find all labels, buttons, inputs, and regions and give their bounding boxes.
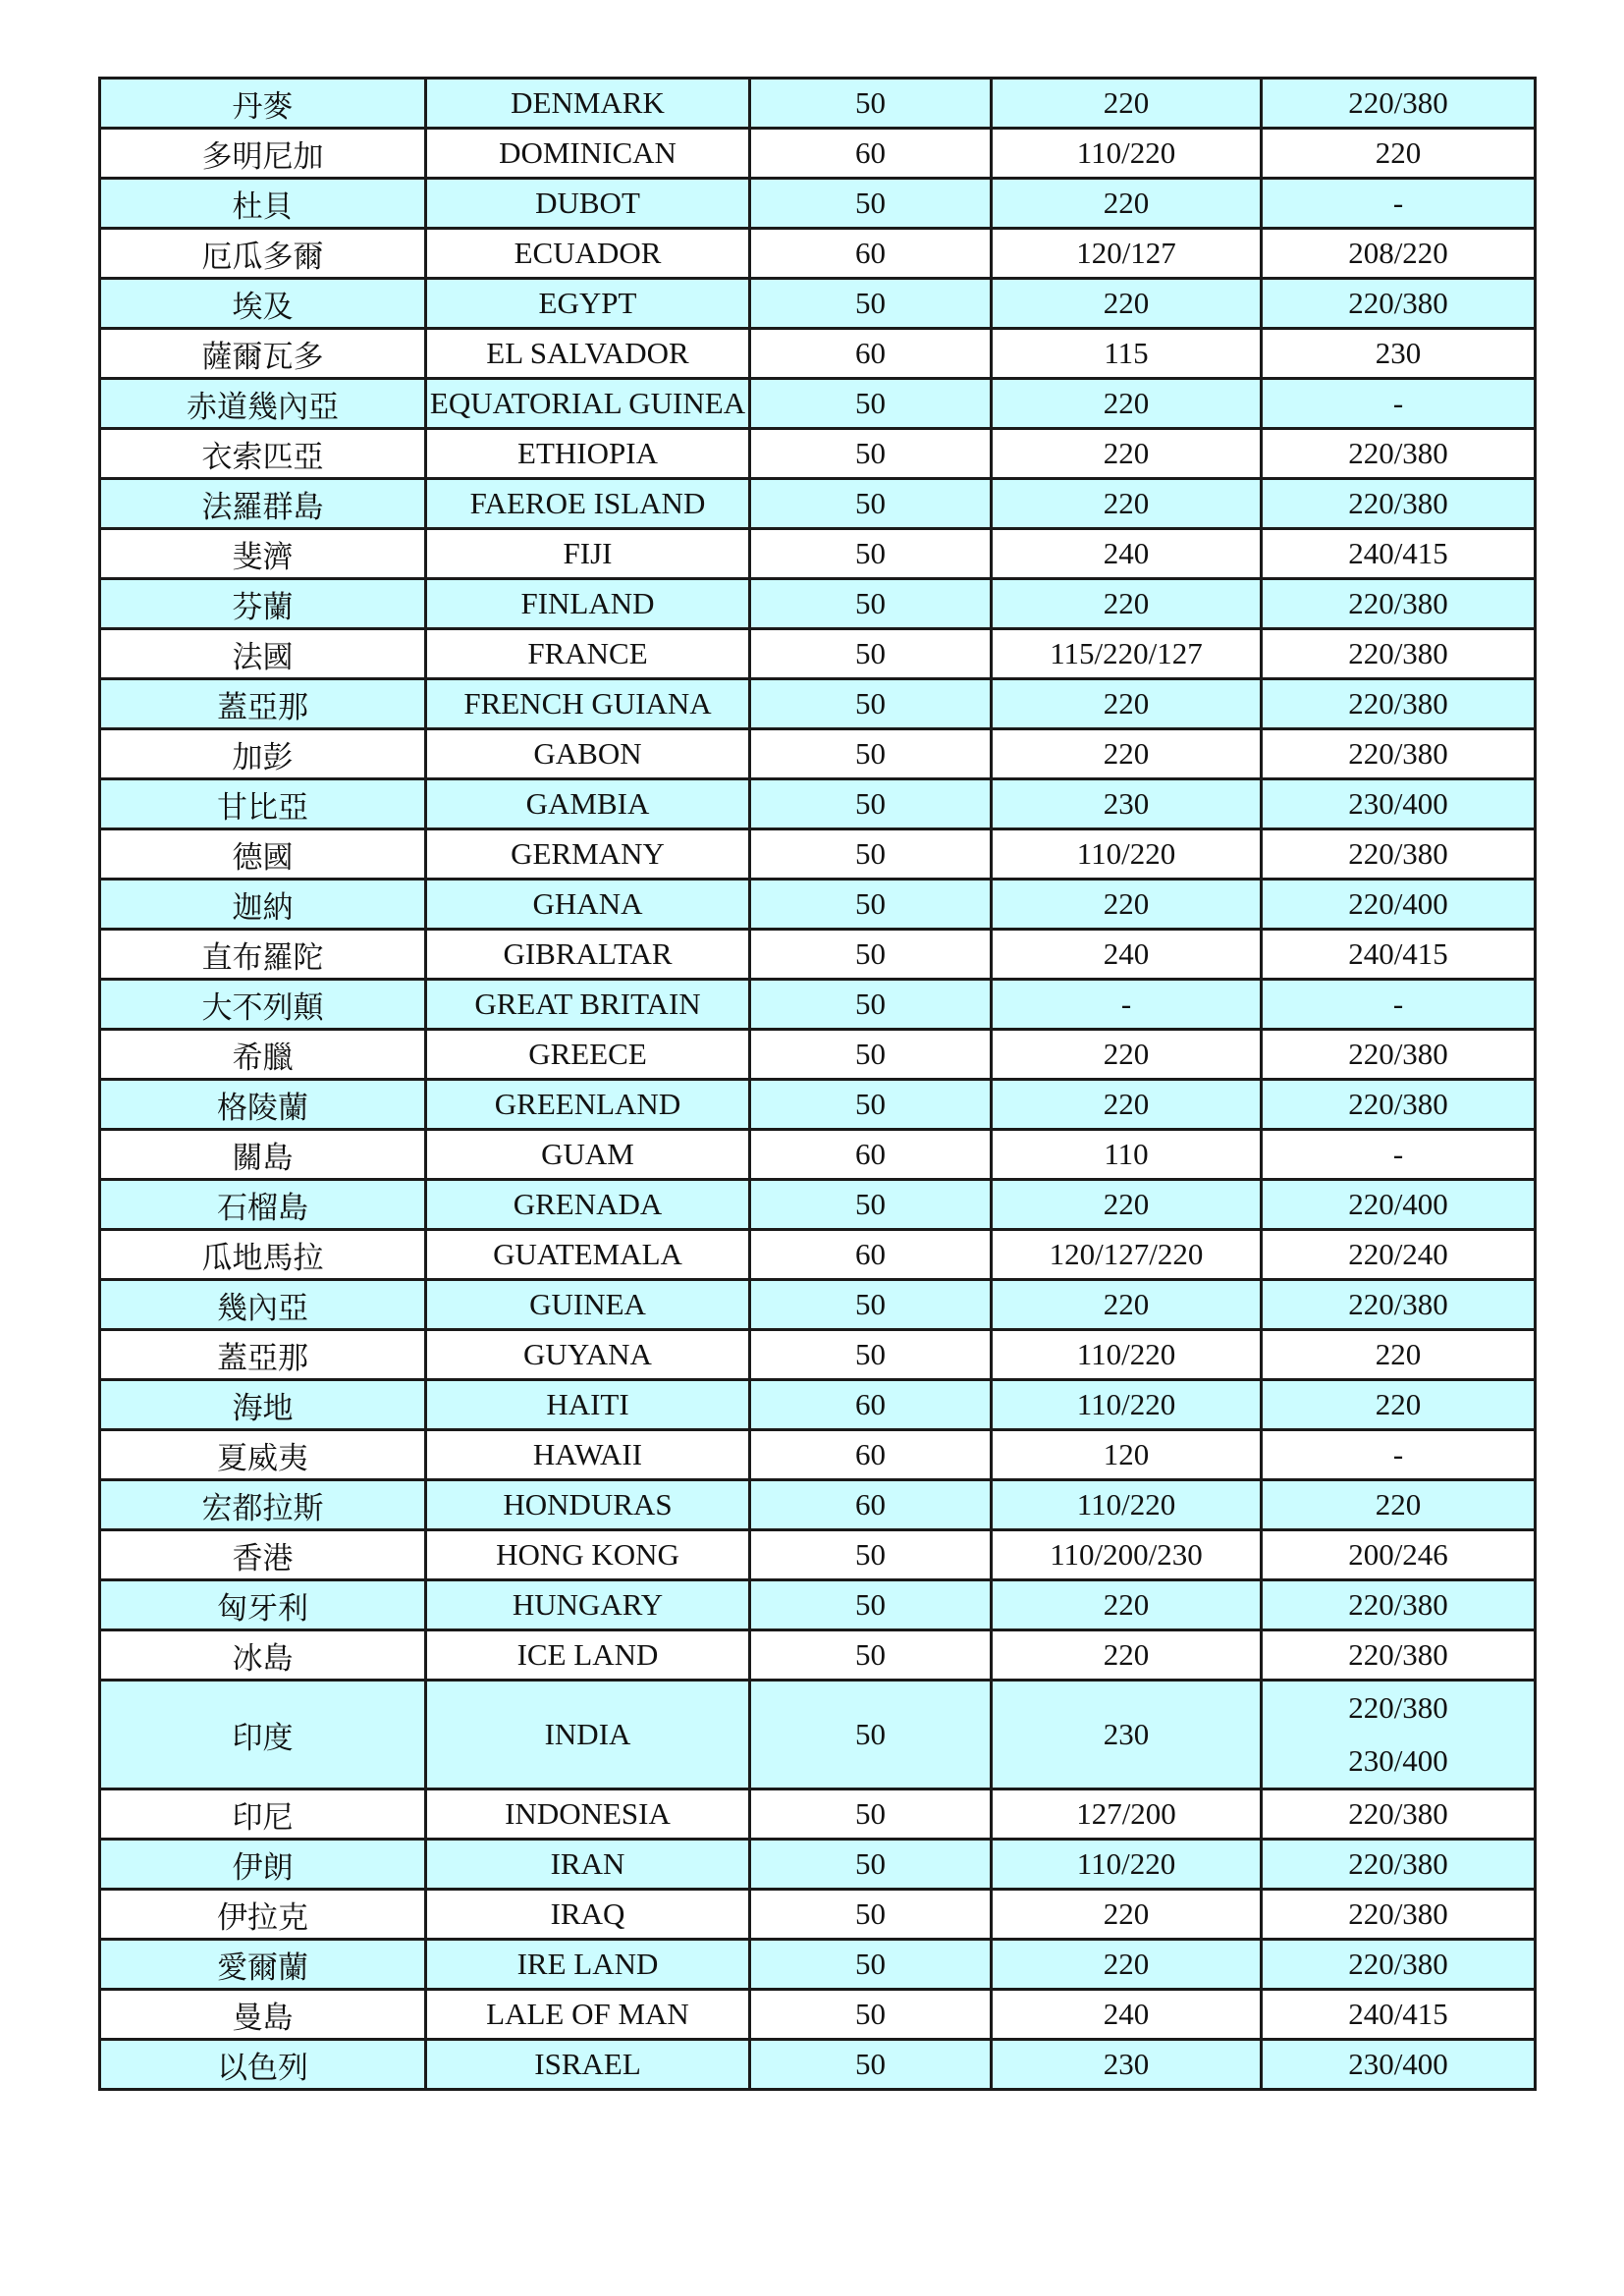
cell-voltage-1: 220 xyxy=(992,729,1262,779)
cell-country-chinese: 赤道幾內亞 xyxy=(100,379,426,429)
cell-voltage-1: 220 xyxy=(992,1580,1262,1630)
cell-frequency: 50 xyxy=(750,779,992,829)
voltage-2-value: 230/400 xyxy=(1348,786,1448,821)
cell-voltage-2 xyxy=(1262,1480,1536,1530)
voltage-2-value: - xyxy=(1392,1437,1404,1471)
cell-country-chinese: 埃及 xyxy=(100,279,426,329)
voltage-2-value: 220/380 xyxy=(1348,486,1448,520)
cell-country-chinese: 希臘 xyxy=(100,1030,426,1080)
cell-country-chinese: 印度 xyxy=(100,1681,426,1789)
cell-voltage-2 xyxy=(1262,179,1536,229)
cell-country-chinese: 愛爾蘭 xyxy=(100,1940,426,1990)
voltage-2-value: 220/400 xyxy=(1348,886,1448,921)
cell-voltage-1: 220 xyxy=(992,379,1262,429)
cell-country-chinese: 厄瓜多爾 xyxy=(100,229,426,279)
cell-voltage-2 xyxy=(1262,1180,1536,1230)
table-row xyxy=(100,1180,1536,1230)
cell-frequency: 50 xyxy=(750,1080,992,1130)
cell-voltage-2 xyxy=(1262,1280,1536,1330)
cell-voltage-1: 220 xyxy=(992,880,1262,930)
cell-voltage-1: 230 xyxy=(992,2040,1262,2090)
table-row xyxy=(100,1480,1536,1530)
cell-voltage-1: 120 xyxy=(992,1430,1262,1480)
cell-voltage-1: - xyxy=(992,980,1262,1030)
cell-country-english: EL SALVADOR xyxy=(426,329,750,379)
cell-country-english: INDIA xyxy=(426,1681,750,1789)
cell-voltage-2 xyxy=(1262,1890,1536,1940)
voltage-2-value: 230 xyxy=(1375,336,1422,370)
table-row xyxy=(100,880,1536,930)
cell-country-english: GIBRALTAR xyxy=(426,930,750,980)
cell-country-english: DENMARK xyxy=(426,79,750,129)
cell-country-chinese: 杜貝 xyxy=(100,179,426,229)
cell-country-english: ICE LAND xyxy=(426,1630,750,1681)
cell-country-english: HUNGARY xyxy=(426,1580,750,1630)
cell-voltage-2 xyxy=(1262,529,1536,579)
cell-country-chinese: 海地 xyxy=(100,1380,426,1430)
table-row xyxy=(100,1030,1536,1080)
cell-frequency: 60 xyxy=(750,1480,992,1530)
table-row xyxy=(100,1080,1536,1130)
cell-country-english: HAWAII xyxy=(426,1430,750,1480)
cell-voltage-1: 110/220 xyxy=(992,1380,1262,1430)
voltage-2-value: 220/380 xyxy=(1348,1846,1448,1881)
cell-voltage-1: 220 xyxy=(992,1940,1262,1990)
cell-country-chinese: 宏都拉斯 xyxy=(100,1480,426,1530)
cell-country-chinese: 關島 xyxy=(100,1130,426,1180)
table-row xyxy=(100,229,1536,279)
cell-frequency: 50 xyxy=(750,930,992,980)
cell-country-english: ISRAEL xyxy=(426,2040,750,2090)
cell-voltage-1: 110 xyxy=(992,1130,1262,1180)
cell-voltage-2 xyxy=(1262,79,1536,129)
voltage-2-value: 220/380 xyxy=(1348,736,1448,771)
cell-voltage-1: 115/220/127 xyxy=(992,629,1262,679)
cell-country-english: GRENADA xyxy=(426,1180,750,1230)
cell-frequency: 60 xyxy=(750,229,992,279)
voltage-2-value: 220 xyxy=(1375,1487,1422,1522)
cell-frequency: 50 xyxy=(750,1940,992,1990)
cell-country-chinese: 薩爾瓦多 xyxy=(100,329,426,379)
cell-voltage-1: 127/200 xyxy=(992,1789,1262,1840)
table-row xyxy=(100,529,1536,579)
cell-country-english: GUYANA xyxy=(426,1330,750,1380)
cell-country-english: HONG KONG xyxy=(426,1530,750,1580)
cell-voltage-2 xyxy=(1262,1080,1536,1130)
country-voltage-table xyxy=(98,77,1537,2091)
cell-country-chinese: 伊拉克 xyxy=(100,1890,426,1940)
cell-voltage-1: 220 xyxy=(992,1630,1262,1681)
cell-frequency: 60 xyxy=(750,1380,992,1430)
cell-country-chinese: 甘比亞 xyxy=(100,779,426,829)
cell-voltage-2 xyxy=(1262,1530,1536,1580)
cell-voltage-2 xyxy=(1262,1030,1536,1080)
cell-voltage-1: 240 xyxy=(992,930,1262,980)
table-row xyxy=(100,1530,1536,1580)
voltage-2-value: 220/380 xyxy=(1348,1796,1448,1831)
cell-frequency: 50 xyxy=(750,1530,992,1580)
cell-voltage-1: 220 xyxy=(992,679,1262,729)
cell-frequency: 60 xyxy=(750,1230,992,1280)
voltage-2-value: 240/415 xyxy=(1348,1997,1448,2031)
cell-frequency: 60 xyxy=(750,1130,992,1180)
table-row xyxy=(100,1681,1536,1789)
cell-country-chinese: 以色列 xyxy=(100,2040,426,2090)
cell-country-english: GREECE xyxy=(426,1030,750,1080)
voltage-2-value: 220/380 xyxy=(1348,1287,1448,1321)
cell-voltage-1: 240 xyxy=(992,529,1262,579)
cell-voltage-1: 120/127/220 xyxy=(992,1230,1262,1280)
cell-country-english: IRAN xyxy=(426,1840,750,1890)
cell-voltage-1: 110/220 xyxy=(992,1330,1262,1380)
cell-voltage-2 xyxy=(1262,1630,1536,1681)
table-row xyxy=(100,279,1536,329)
cell-country-chinese: 冰島 xyxy=(100,1630,426,1681)
cell-frequency: 50 xyxy=(750,429,992,479)
cell-country-english: HAITI xyxy=(426,1380,750,1430)
cell-country-english: GHANA xyxy=(426,880,750,930)
table-row xyxy=(100,379,1536,429)
table-row xyxy=(100,1940,1536,1990)
cell-voltage-2 xyxy=(1262,429,1536,479)
cell-country-chinese: 法羅群島 xyxy=(100,479,426,529)
cell-country-english: IRAQ xyxy=(426,1890,750,1940)
table-row xyxy=(100,129,1536,179)
cell-frequency: 50 xyxy=(750,1890,992,1940)
cell-voltage-1: 110/200/230 xyxy=(992,1530,1262,1580)
cell-frequency: 50 xyxy=(750,1840,992,1890)
cell-country-english: GUATEMALA xyxy=(426,1230,750,1280)
cell-voltage-2 xyxy=(1262,129,1536,179)
cell-country-english: INDONESIA xyxy=(426,1789,750,1840)
cell-country-english: EGYPT xyxy=(426,279,750,329)
voltage-2-value: 220/380 xyxy=(1348,1690,1448,1725)
cell-country-chinese: 格陵蘭 xyxy=(100,1080,426,1130)
voltage-2-value: - xyxy=(1392,386,1404,420)
cell-voltage-1: 220 xyxy=(992,1890,1262,1940)
cell-voltage-2 xyxy=(1262,930,1536,980)
cell-country-chinese: 石榴島 xyxy=(100,1180,426,1230)
table-row xyxy=(100,629,1536,679)
cell-country-english: GABON xyxy=(426,729,750,779)
table-row xyxy=(100,729,1536,779)
cell-frequency: 50 xyxy=(750,1789,992,1840)
table-row xyxy=(100,329,1536,379)
cell-country-chinese: 丹麥 xyxy=(100,79,426,129)
voltage-2-value: 220/380 xyxy=(1348,1947,1448,1981)
cell-country-chinese: 匈牙利 xyxy=(100,1580,426,1630)
voltage-2-value: 240/415 xyxy=(1348,536,1448,570)
cell-country-chinese: 加彭 xyxy=(100,729,426,779)
cell-voltage-2 xyxy=(1262,1430,1536,1480)
cell-voltage-1: 220 xyxy=(992,1080,1262,1130)
table-row xyxy=(100,1840,1536,1890)
cell-frequency: 50 xyxy=(750,379,992,429)
cell-frequency: 50 xyxy=(750,1330,992,1380)
cell-country-chinese: 德國 xyxy=(100,829,426,880)
cell-country-chinese: 曼島 xyxy=(100,1990,426,2040)
cell-frequency: 60 xyxy=(750,129,992,179)
cell-country-chinese: 瓜地馬拉 xyxy=(100,1230,426,1280)
cell-frequency: 50 xyxy=(750,1280,992,1330)
cell-voltage-2 xyxy=(1262,629,1536,679)
cell-voltage-1: 220 xyxy=(992,479,1262,529)
table-row xyxy=(100,930,1536,980)
cell-country-chinese: 幾內亞 xyxy=(100,1280,426,1330)
voltage-2-value: 220/380 xyxy=(1348,1587,1448,1622)
cell-voltage-1: 110/220 xyxy=(992,129,1262,179)
cell-country-chinese: 蓋亞那 xyxy=(100,679,426,729)
cell-country-english: GUAM xyxy=(426,1130,750,1180)
voltage-2-value: 220/380 xyxy=(1348,1087,1448,1121)
cell-country-english: FINLAND xyxy=(426,579,750,629)
cell-frequency: 50 xyxy=(750,579,992,629)
cell-voltage-2 xyxy=(1262,329,1536,379)
cell-country-english: DUBOT xyxy=(426,179,750,229)
cell-voltage-2 xyxy=(1262,1580,1536,1630)
table-row xyxy=(100,79,1536,129)
cell-voltage-2 xyxy=(1262,379,1536,429)
cell-frequency: 50 xyxy=(750,2040,992,2090)
cell-country-english: FRANCE xyxy=(426,629,750,679)
cell-frequency: 50 xyxy=(750,729,992,779)
cell-country-english: GERMANY xyxy=(426,829,750,880)
cell-voltage-1: 110/220 xyxy=(992,829,1262,880)
table-row xyxy=(100,1630,1536,1681)
cell-country-chinese: 夏威夷 xyxy=(100,1430,426,1480)
cell-country-chinese: 印尼 xyxy=(100,1789,426,1840)
cell-frequency: 50 xyxy=(750,1681,992,1789)
voltage-2-value: 220/380 xyxy=(1348,636,1448,670)
cell-voltage-1: 230 xyxy=(992,1681,1262,1789)
cell-voltage-2 xyxy=(1262,679,1536,729)
voltage-2-value: 200/246 xyxy=(1348,1537,1448,1572)
cell-frequency: 60 xyxy=(750,1430,992,1480)
cell-country-chinese: 蓋亞那 xyxy=(100,1330,426,1380)
cell-country-chinese: 香港 xyxy=(100,1530,426,1580)
table-row xyxy=(100,1280,1536,1330)
voltage-2-value: 220/380 xyxy=(1348,586,1448,620)
cell-voltage-2 xyxy=(1262,2040,1536,2090)
cell-country-chinese: 伊朗 xyxy=(100,1840,426,1890)
cell-voltage-1: 230 xyxy=(992,779,1262,829)
cell-country-english: GREAT BRITAIN xyxy=(426,980,750,1030)
cell-voltage-1: 120/127 xyxy=(992,229,1262,279)
table-row xyxy=(100,1230,1536,1280)
cell-voltage-2 xyxy=(1262,1330,1536,1380)
cell-voltage-1: 220 xyxy=(992,579,1262,629)
cell-voltage-2 xyxy=(1262,1990,1536,2040)
voltage-2-value: 230/400 xyxy=(1348,2047,1448,2081)
cell-frequency: 50 xyxy=(750,629,992,679)
table-row xyxy=(100,779,1536,829)
cell-voltage-2 xyxy=(1262,1681,1536,1789)
table-row xyxy=(100,479,1536,529)
cell-voltage-2 xyxy=(1262,729,1536,779)
cell-voltage-1: 220 xyxy=(992,1030,1262,1080)
table-row xyxy=(100,1990,1536,2040)
cell-voltage-1: 115 xyxy=(992,329,1262,379)
cell-voltage-2 xyxy=(1262,1130,1536,1180)
cell-country-chinese: 直布羅陀 xyxy=(100,930,426,980)
table-row xyxy=(100,1890,1536,1940)
cell-country-english: DOMINICAN xyxy=(426,129,750,179)
cell-country-chinese: 迦納 xyxy=(100,880,426,930)
voltage-2-value: 220/240 xyxy=(1348,1237,1448,1271)
cell-voltage-1: 220 xyxy=(992,1180,1262,1230)
cell-voltage-2 xyxy=(1262,1840,1536,1890)
voltage-2-value: 220 xyxy=(1375,135,1422,170)
cell-voltage-2 xyxy=(1262,1789,1536,1840)
table-row xyxy=(100,1130,1536,1180)
voltage-2-value: 220/380 xyxy=(1348,836,1448,871)
cell-voltage-2 xyxy=(1262,579,1536,629)
cell-country-chinese: 芬蘭 xyxy=(100,579,426,629)
table-row xyxy=(100,1580,1536,1630)
table-row xyxy=(100,429,1536,479)
cell-country-english: HONDURAS xyxy=(426,1480,750,1530)
cell-frequency: 50 xyxy=(750,829,992,880)
table-row xyxy=(100,1330,1536,1380)
table-row xyxy=(100,179,1536,229)
cell-voltage-1: 220 xyxy=(992,279,1262,329)
cell-voltage-2 xyxy=(1262,1940,1536,1990)
cell-country-english: ETHIOPIA xyxy=(426,429,750,479)
voltage-2-value: 220/380 xyxy=(1348,436,1448,470)
table-row xyxy=(100,1789,1536,1840)
cell-country-english: GAMBIA xyxy=(426,779,750,829)
cell-frequency: 50 xyxy=(750,1630,992,1681)
cell-frequency: 60 xyxy=(750,329,992,379)
cell-country-chinese: 大不列顛 xyxy=(100,980,426,1030)
voltage-2-value: 220/380 xyxy=(1348,1896,1448,1931)
cell-voltage-2 xyxy=(1262,1380,1536,1430)
table-body xyxy=(100,79,1536,2090)
table-row xyxy=(100,2040,1536,2090)
voltage-2-value: 220/380 xyxy=(1348,85,1448,120)
cell-voltage-1: 220 xyxy=(992,1280,1262,1330)
voltage-2-value: 220/380 xyxy=(1348,1637,1448,1672)
cell-frequency: 50 xyxy=(750,529,992,579)
cell-frequency: 50 xyxy=(750,1580,992,1630)
voltage-2-value: - xyxy=(1392,987,1404,1021)
voltage-2-value: 240/415 xyxy=(1348,936,1448,971)
cell-voltage-2 xyxy=(1262,779,1536,829)
voltage-2-value: 220/380 xyxy=(1348,286,1448,320)
cell-voltage-2 xyxy=(1262,279,1536,329)
voltage-2-value: 220/400 xyxy=(1348,1187,1448,1221)
cell-frequency: 50 xyxy=(750,1030,992,1080)
cell-frequency: 50 xyxy=(750,479,992,529)
cell-country-chinese: 斐濟 xyxy=(100,529,426,579)
voltage-2-value: 220/380 xyxy=(1348,686,1448,721)
cell-country-english: ECUADOR xyxy=(426,229,750,279)
cell-country-english: FRENCH GUIANA xyxy=(426,679,750,729)
cell-frequency: 50 xyxy=(750,79,992,129)
voltage-2-value: 220 xyxy=(1375,1337,1422,1371)
table-row xyxy=(100,829,1536,880)
table-row xyxy=(100,679,1536,729)
cell-voltage-1: 110/220 xyxy=(992,1840,1262,1890)
cell-voltage-1: 220 xyxy=(992,429,1262,479)
cell-country-chinese: 法國 xyxy=(100,629,426,679)
cell-voltage-2 xyxy=(1262,980,1536,1030)
cell-country-english: GUINEA xyxy=(426,1280,750,1330)
voltage-2-value: 220 xyxy=(1375,1387,1422,1421)
cell-country-english: FIJI xyxy=(426,529,750,579)
cell-frequency: 50 xyxy=(750,179,992,229)
voltage-2-value: - xyxy=(1392,1137,1404,1171)
cell-voltage-1: 240 xyxy=(992,1990,1262,2040)
table-row xyxy=(100,980,1536,1030)
cell-frequency: 50 xyxy=(750,279,992,329)
cell-voltage-1: 220 xyxy=(992,79,1262,129)
cell-voltage-1: 220 xyxy=(992,179,1262,229)
cell-voltage-2 xyxy=(1262,880,1536,930)
cell-frequency: 50 xyxy=(750,880,992,930)
cell-voltage-2 xyxy=(1262,829,1536,880)
table-row xyxy=(100,1430,1536,1480)
table-row xyxy=(100,579,1536,629)
cell-frequency: 50 xyxy=(750,980,992,1030)
cell-country-english: FAEROE ISLAND xyxy=(426,479,750,529)
table-row xyxy=(100,1380,1536,1430)
cell-country-english: GREENLAND xyxy=(426,1080,750,1130)
cell-country-english: IRE LAND xyxy=(426,1940,750,1990)
cell-country-chinese: 多明尼加 xyxy=(100,129,426,179)
cell-frequency: 50 xyxy=(750,679,992,729)
cell-voltage-2 xyxy=(1262,229,1536,279)
cell-voltage-2 xyxy=(1262,1230,1536,1280)
cell-voltage-1: 110/220 xyxy=(992,1480,1262,1530)
voltage-2-value: 230/400 xyxy=(1348,1743,1448,1778)
cell-voltage-2 xyxy=(1262,479,1536,529)
voltage-2-value: 208/220 xyxy=(1348,236,1448,270)
cell-frequency: 50 xyxy=(750,1180,992,1230)
cell-frequency: 50 xyxy=(750,1990,992,2040)
voltage-2-value: - xyxy=(1392,186,1404,220)
cell-country-chinese: 衣索匹亞 xyxy=(100,429,426,479)
cell-country-english: EQUATORIAL GUINEA xyxy=(426,379,750,429)
cell-country-english: LALE OF MAN xyxy=(426,1990,750,2040)
voltage-2-value: 220/380 xyxy=(1348,1037,1448,1071)
